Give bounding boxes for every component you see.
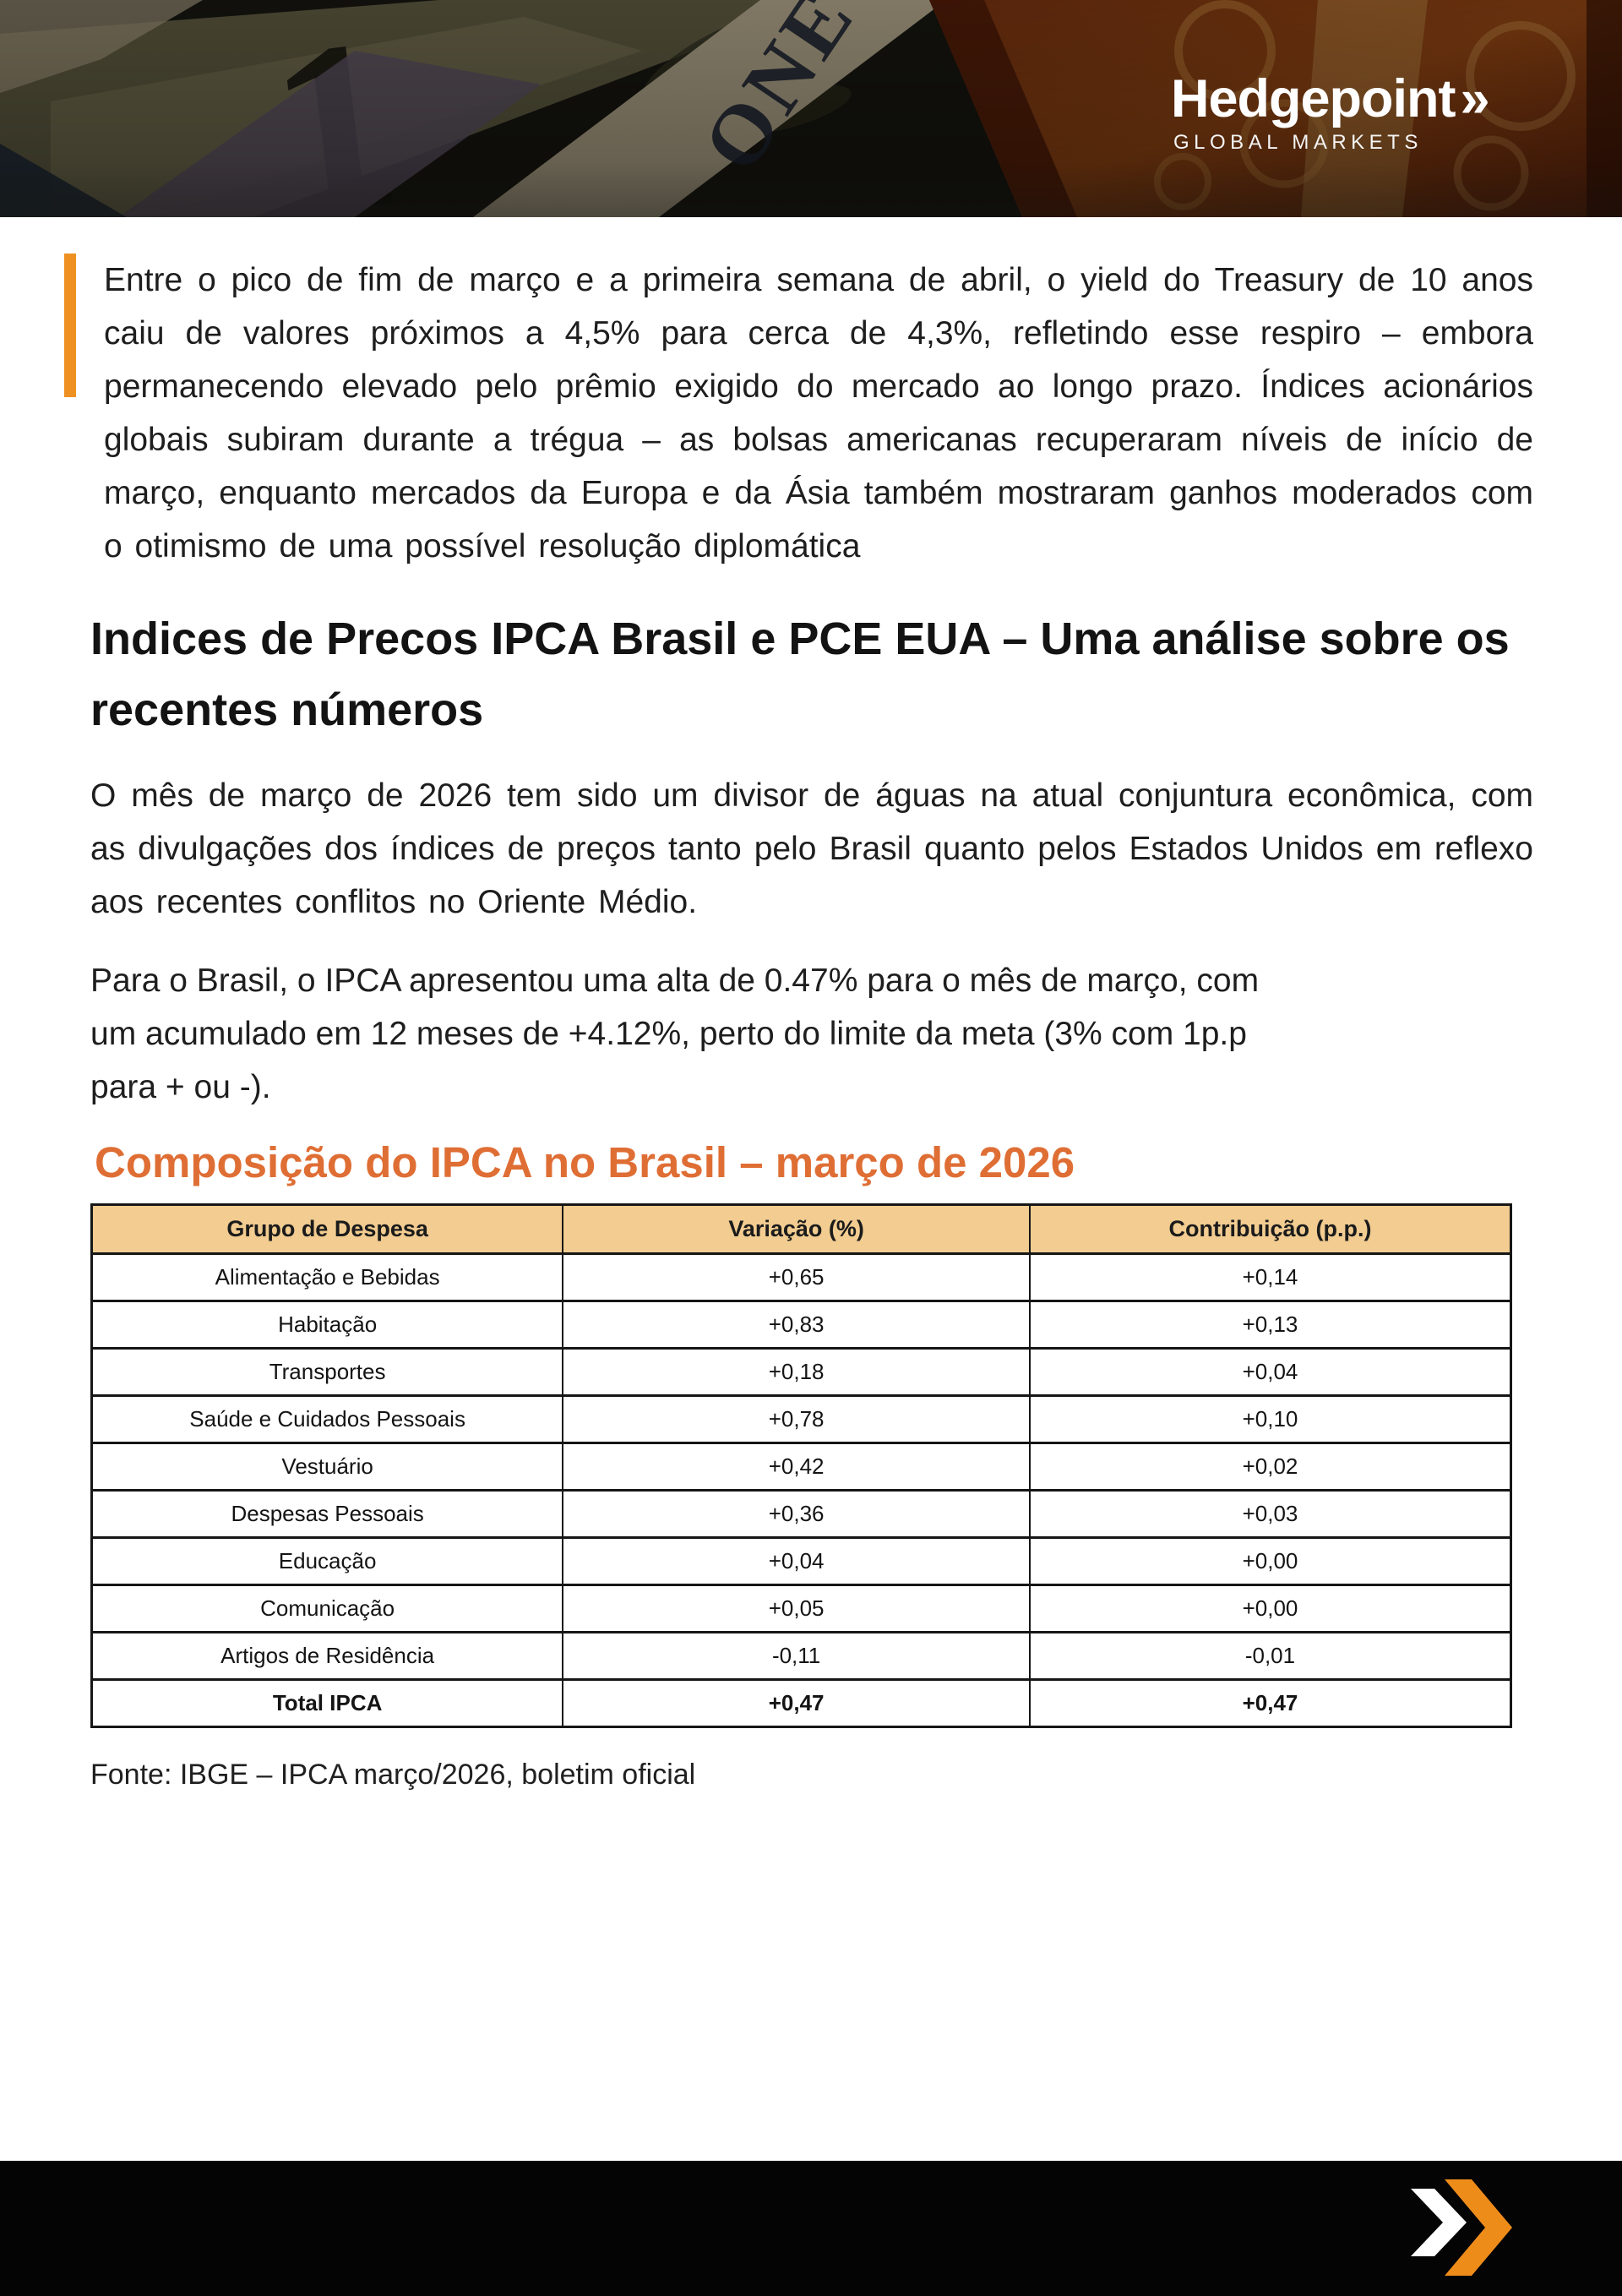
brand-subtitle: GLOBAL MARKETS xyxy=(1173,131,1423,154)
table-cell: +0,04 xyxy=(563,1538,1030,1585)
table-cell: Despesas Pessoais xyxy=(92,1491,563,1538)
table-cell: +0,00 xyxy=(1030,1538,1511,1585)
section-heading: Indices de Precos IPCA Brasil e PCE EUA – Uma análise sobre os recentes números xyxy=(90,614,1510,735)
table-cell: +0,65 xyxy=(563,1254,1030,1301)
table-cell: +0,03 xyxy=(1030,1491,1511,1538)
double-chevron-icon xyxy=(1411,2179,1512,2277)
table-row xyxy=(92,1396,1511,1443)
table-cell: +0,00 xyxy=(1030,1585,1511,1633)
table-row xyxy=(92,1443,1511,1491)
header-banner xyxy=(0,0,1622,217)
table-cell: +0,04 xyxy=(1030,1349,1511,1396)
table-cell: Comunicação xyxy=(92,1585,563,1633)
table-row xyxy=(92,1254,1511,1301)
table-cell: +0,47 xyxy=(1030,1680,1511,1727)
quote-text: Entre o pico de fim de março e a primeira semana de abril, o yield do Treasury de 10 anos caiu de valores próximos a 4,5% para cerca de 4,3%, refletindo esse respiro – embora permanecendo elevado pelo prêmio exigido do mercado ao longo prazo. Índices acionários globais subiram durante a trégua – as bolsas americanas recuperaram níveis de início de março, enquanto mercados da Europa e da Ásia também mostraram ganhos moderados com o otimismo de uma possível resolução diplomática xyxy=(104,262,1533,564)
table-header-row xyxy=(92,1205,1511,1254)
source-note: Fonte: IBGE – IPCA março/2026, boletim oficial xyxy=(90,1759,696,1791)
table-cell: +0,02 xyxy=(1030,1443,1511,1491)
table-title: Composição do IPCA no Brasil – março de 2026 xyxy=(95,1138,1075,1186)
table-row xyxy=(92,1349,1511,1396)
table-cell: Saúde e Cuidados Pessoais xyxy=(92,1396,563,1443)
table-cell: +0,18 xyxy=(563,1349,1030,1396)
brand-name: Hedgepoint xyxy=(1171,69,1456,128)
table-cell: -0,11 xyxy=(563,1633,1030,1680)
document-body xyxy=(0,254,1622,1792)
table-row xyxy=(92,1491,1511,1538)
table-cell: +0,14 xyxy=(1030,1254,1511,1301)
table-row xyxy=(92,1301,1511,1349)
col-header-grupo: Grupo de Despesa xyxy=(92,1205,563,1254)
table-cell: +0,36 xyxy=(563,1491,1030,1538)
table-cell: +0,13 xyxy=(1030,1301,1511,1349)
table-total-row xyxy=(92,1680,1511,1727)
footer-bar xyxy=(0,2161,1622,2296)
table-cell: Habitação xyxy=(92,1301,563,1349)
table-cell: +0,78 xyxy=(563,1396,1030,1443)
highlight-quote-block xyxy=(64,254,1533,573)
brand-chevron-icon: » xyxy=(1460,69,1489,128)
table-cell: Artigos de Residência xyxy=(92,1633,563,1680)
table-row xyxy=(92,1585,1511,1633)
col-header-contribuicao: Contribuição (p.p.) xyxy=(1030,1205,1511,1254)
hedgepoint-logo xyxy=(1171,71,1489,155)
ipca-composition-table xyxy=(90,1203,1512,1728)
table-cell: +0,10 xyxy=(1030,1396,1511,1443)
col-header-variacao: Variação (%) xyxy=(563,1205,1030,1254)
table-cell: +0,47 xyxy=(563,1680,1030,1727)
paragraph-context: O mês de março de 2026 tem sido um divisor de águas na atual conjuntura econômica, com as divulgações dos índices de preços tanto pelo Brasil quanto pelos Estados Unidos em reflexo aos recentes conflitos no Oriente Médio. xyxy=(90,777,1533,920)
table-cell: +0,42 xyxy=(563,1443,1030,1491)
table-cell: Alimentação e Bebidas xyxy=(92,1254,563,1301)
table-cell: Vestuário xyxy=(92,1443,563,1491)
table-cell: Educação xyxy=(92,1538,563,1585)
table-cell: +0,05 xyxy=(563,1585,1030,1633)
table-cell: -0,01 xyxy=(1030,1633,1511,1680)
table-cell: Transportes xyxy=(92,1349,563,1396)
paragraph-ipca: Para o Brasil, o IPCA apresentou uma alta de 0.47% para o mês de março, com um acumulado em 12 meses de +4.12%, perto do limite da meta (3% com 1p.p para + ou -). xyxy=(90,963,1260,1105)
table-cell: +0,83 xyxy=(563,1301,1030,1349)
quote-accent-bar xyxy=(64,254,76,397)
table-row xyxy=(92,1538,1511,1585)
table-cell: Total IPCA xyxy=(92,1680,563,1727)
table-row xyxy=(92,1633,1511,1680)
